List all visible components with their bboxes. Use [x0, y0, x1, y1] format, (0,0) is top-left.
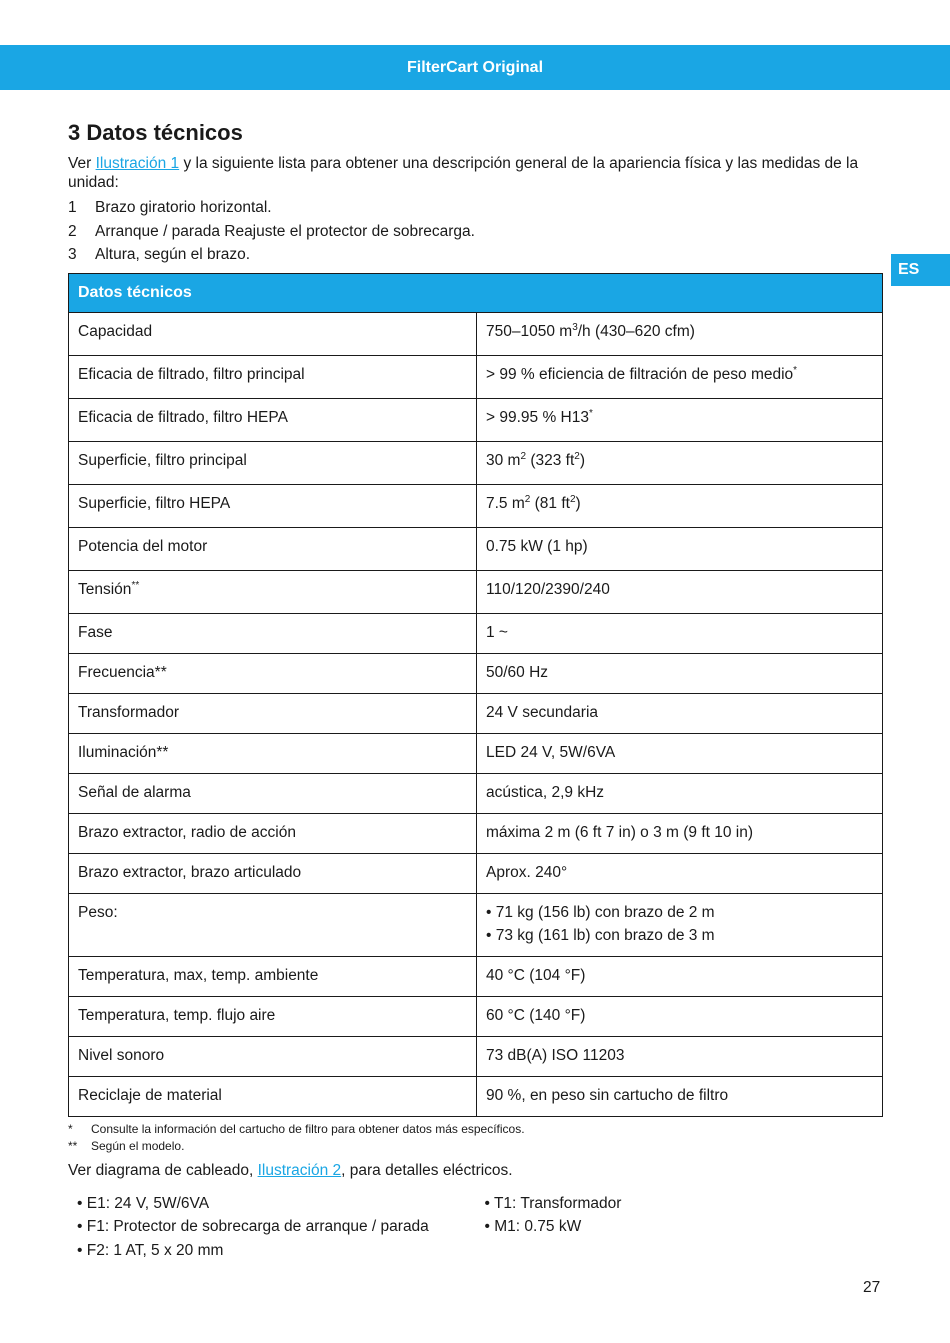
table-row [69, 693, 883, 733]
intro-paragraph [68, 154, 883, 192]
wiring-column-left [68, 1192, 476, 1263]
row-key: Fase [69, 613, 477, 653]
row-key: Nivel sonoro [69, 1036, 477, 1076]
technical-data-table [68, 273, 883, 1117]
row-key: Temperatura, max, temp. ambiente [69, 956, 477, 996]
list-text: Brazo giratorio horizontal. [95, 199, 272, 216]
table-row [69, 956, 883, 996]
value-bullet: • 71 kg (156 lb) con brazo de 2 m [486, 903, 715, 921]
row-value [477, 398, 883, 441]
row-value: 50/60 Hz [477, 653, 883, 693]
list-text: Altura, según el brazo. [95, 246, 251, 263]
value-part: (323 ft [526, 451, 575, 469]
footnotes [68, 1121, 883, 1155]
row-value [477, 312, 883, 355]
table-row [69, 1076, 883, 1116]
table-row [69, 355, 883, 398]
superscript: 2 [524, 493, 531, 505]
row-value [477, 441, 883, 484]
list-item: • F2: 1 AT, 5 x 20 mm [77, 1241, 224, 1259]
row-key: Superficie, filtro HEPA [69, 484, 477, 527]
superscript: 3 [572, 321, 578, 333]
document-title: FilterCart Original [406, 58, 544, 76]
table-row [69, 484, 883, 527]
list-item: • F1: Protector de sobrecarga de arranque / parada [77, 1218, 429, 1235]
table-row [69, 893, 883, 956]
superscript: ** [131, 579, 140, 591]
value-bullet: • 73 kg (161 lb) con brazo de 3 m [486, 926, 715, 944]
section-title: 3 Datos técnicos [68, 120, 243, 145]
value-part: 7.5 m [486, 494, 525, 512]
table-row [69, 570, 883, 613]
language-tab[interactable] [891, 254, 950, 286]
table-row [69, 853, 883, 893]
row-value: 90 %, en peso sin cartucho de filtro [477, 1076, 883, 1116]
wiring-components [68, 1192, 883, 1263]
component-list [68, 196, 883, 267]
row-key: Transformador [69, 693, 477, 733]
table-row [69, 773, 883, 813]
row-key: Brazo extractor, radio de acción [69, 813, 477, 853]
footnote [68, 1138, 883, 1155]
value-part: (81 ft [530, 494, 570, 512]
row-value: 0.75 kW (1 hp) [477, 527, 883, 570]
language-tab-label: ES [898, 261, 920, 278]
row-key: Brazo extractor, brazo articulado [69, 853, 477, 893]
footnote [68, 1121, 883, 1138]
list-item: • E1: 24 V, 5W/6VA [77, 1194, 210, 1212]
superscript: * [588, 407, 593, 419]
footnote-text: Consulte la información del cartucho de filtro para obtener datos más específicos. [91, 1121, 525, 1136]
row-value: 1 ~ [477, 613, 883, 653]
row-key: Iluminación** [69, 733, 477, 773]
page-number: 27 [863, 1279, 881, 1296]
list-item [68, 196, 883, 220]
table-row [69, 996, 883, 1036]
row-value: acústica, 2,9 kHz [477, 773, 883, 813]
list-item: • T1: Transformador [484, 1194, 622, 1212]
list-number: 2 [68, 222, 77, 240]
row-key: Capacidad [69, 312, 477, 355]
row-key: Frecuencia** [69, 653, 477, 693]
row-value [477, 484, 883, 527]
header-band [0, 45, 950, 90]
row-key: Eficacia de filtrado, filtro HEPA [69, 398, 477, 441]
table-row [69, 527, 883, 570]
row-value: 110/120/2390/240 [477, 570, 883, 613]
table-row [69, 613, 883, 653]
row-value: 73 dB(A) ISO 11203 [477, 1036, 883, 1076]
intro-prefix: Ver [68, 155, 96, 172]
value-part: ) [575, 494, 581, 512]
table-row [69, 441, 883, 484]
superscript: 2 [569, 493, 576, 505]
row-key: Potencia del motor [69, 527, 477, 570]
list-text: Arranque / parada Reajuste el protector de sobrecarga. [95, 222, 475, 240]
row-key: Señal de alarma [69, 773, 477, 813]
intro-suffix: y la siguiente lista para obtener una descripción general de la apariencia física y las medidas de la unidad: [68, 155, 859, 191]
list-number: 3 [68, 246, 77, 263]
key-part: Tensión [78, 580, 132, 598]
value-part: > 99 % eficiencia de filtración de peso medio [486, 365, 794, 383]
footnote-text: Según el modelo. [91, 1138, 185, 1153]
table-row [69, 653, 883, 693]
list-item [68, 220, 883, 244]
table-header: Datos técnicos [69, 273, 883, 312]
superscript: * [793, 364, 798, 376]
footnote-mark: ** [68, 1138, 78, 1153]
row-key [69, 570, 477, 613]
value-part: > 99.95 % H13 [486, 408, 589, 426]
list-item [68, 243, 883, 267]
wiring-prefix: Ver diagrama de cableado, [68, 1161, 258, 1179]
row-key: Peso: [69, 893, 477, 956]
list-item: • M1: 0.75 kW [484, 1218, 582, 1235]
footnote-mark: * [68, 1121, 73, 1136]
row-value [477, 355, 883, 398]
row-key: Eficacia de filtrado, filtro principal [69, 355, 477, 398]
row-key: Reciclaje de material [69, 1076, 477, 1116]
illustration-2-link[interactable]: Ilustración 2 [257, 1161, 342, 1179]
value-part: ) [579, 451, 586, 469]
row-value: 60 °C (140 °F) [477, 996, 883, 1036]
row-key: Superficie, filtro principal [69, 441, 477, 484]
superscript: 2 [520, 450, 527, 462]
table-row [69, 1036, 883, 1076]
table-row [69, 312, 883, 355]
wiring-suffix: , para detalles eléctricos. [341, 1161, 513, 1179]
row-value: máxima 2 m (6 ft 7 in) o 3 m (9 ft 10 in) [477, 813, 883, 853]
illustration-1-link[interactable]: Ilustración 1 [95, 155, 180, 172]
row-value [477, 893, 883, 956]
wiring-column-right [476, 1192, 884, 1263]
row-key: Temperatura, temp. flujo aire [69, 996, 477, 1036]
row-value: LED 24 V, 5W/6VA [477, 733, 883, 773]
table-row [69, 398, 883, 441]
wiring-paragraph [68, 1161, 883, 1180]
row-value: 24 V secundaria [477, 693, 883, 733]
row-value: Aprox. 240° [477, 853, 883, 893]
value-part: 750–1050 m [486, 322, 573, 340]
table-row [69, 733, 883, 773]
row-value: 40 °C (104 °F) [477, 956, 883, 996]
table-row [69, 813, 883, 853]
value-part: 30 m [486, 451, 521, 469]
list-number: 1 [68, 199, 77, 216]
superscript: 2 [574, 450, 580, 462]
main-content [68, 120, 883, 1262]
value-part: /h (430–620 cfm) [577, 322, 695, 340]
